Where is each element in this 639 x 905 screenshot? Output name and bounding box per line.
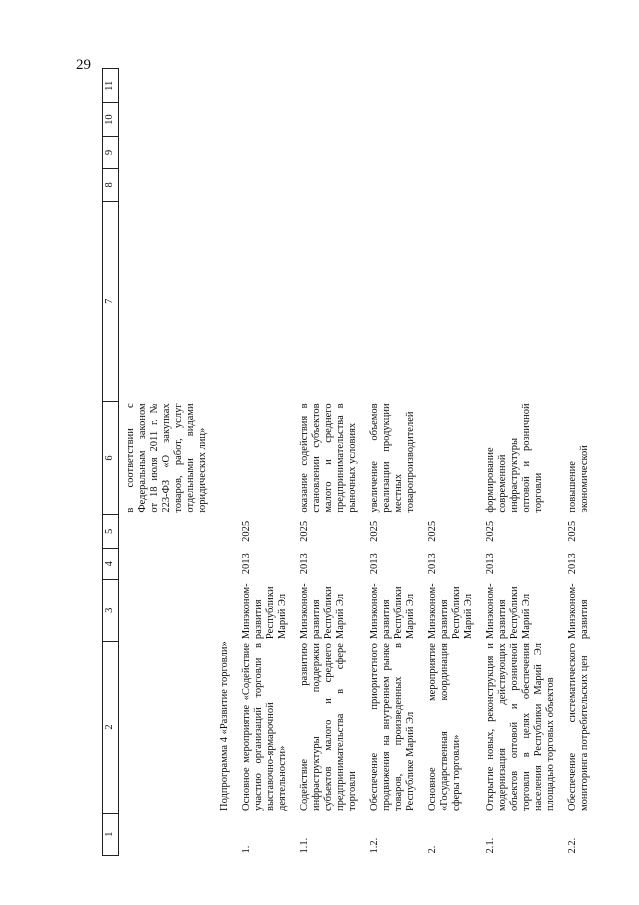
start-year: 2013 <box>567 553 578 575</box>
measure-name: Обеспечение приоритетного продвижения на внутреннем рынке товаров, произведенных в Республике Марий Эл <box>369 643 416 812</box>
start-year: 2013 <box>427 553 438 575</box>
end-year: 2025 <box>369 520 380 542</box>
col-header-3: 3 <box>103 579 119 641</box>
result-cell: увеличение объемов реализации продукции местных товаропроизводителей <box>369 403 416 513</box>
table-row <box>561 69 595 856</box>
table-row <box>421 69 479 856</box>
rotated-table-wrapper <box>102 68 590 856</box>
row-number: 1.1. <box>299 837 310 854</box>
col-header-9: 9 <box>103 136 119 168</box>
executor: Минэконом-развития Республики Марий Эл <box>369 583 416 640</box>
table-row <box>293 69 363 856</box>
row-number: 2. <box>427 845 438 854</box>
row-number: 1.2. <box>369 837 380 854</box>
measure-name: Содействие развитию инфраструктуры поддержки субъектов малого и среднего предпринимательства в сфере торговли <box>299 643 358 812</box>
result-cell: в соответствии с Федеральным законом от 18 июля 2011 г. № 223-ФЗ «О закупках товаров, работ, услуг отдельными видами юридических лиц» <box>125 403 208 513</box>
table-row <box>235 69 293 856</box>
result-cell <box>421 401 479 514</box>
table-row <box>479 69 561 856</box>
end-year: 2025 <box>567 520 578 542</box>
page-number: 29 <box>76 57 91 73</box>
program-table <box>102 68 595 856</box>
col-header-6: 6 <box>103 401 119 514</box>
executor: Минэконом-развития <box>567 583 590 640</box>
measure-name: Основное мероприятие «Содействие участию организаций торговли в выставочно-ярмарочной деятельности» <box>241 643 288 812</box>
executor: Минэконом-развития Республики Марий Эл <box>241 583 288 640</box>
subprogram-row <box>213 69 235 856</box>
start-year: 2013 <box>369 553 380 575</box>
start-year: 2013 <box>485 553 496 575</box>
row-number: 2.2. <box>567 837 578 854</box>
subprogram-title: Подпрограмма 4 «Развитие торговли» <box>219 641 230 812</box>
start-year: 2013 <box>299 553 310 575</box>
row-number: 1. <box>241 845 252 854</box>
result-cell: оказание содействия в становлении субъектов малого и среднего предпринимательства в рыночных условиях <box>299 403 358 513</box>
header-row <box>103 69 119 856</box>
executor: Минэконом-развития Республики Марий Эл <box>427 583 474 640</box>
result-cell: формирование современной инфраструктуры оптовой и розничной торговли <box>485 403 544 513</box>
measure-name: Открытие новых, реконструкция и модернизация действующих объектов оптовой и розничной торговли в целях обеспечения населения Республики Марий Эл площадью торговых объектов <box>485 643 556 812</box>
col-header-5: 5 <box>103 515 119 548</box>
col-header-7: 7 <box>103 201 119 401</box>
col-header-8: 8 <box>103 169 119 201</box>
table-row <box>119 69 214 856</box>
end-year: 2025 <box>299 520 310 542</box>
executor: Минэконом-развития Республики Марий Эл <box>485 583 532 640</box>
result-cell <box>235 401 293 514</box>
col-header-11: 11 <box>103 69 119 103</box>
end-year: 2025 <box>241 520 252 542</box>
result-cell: повышение экономической <box>567 445 590 513</box>
start-year: 2013 <box>241 553 252 575</box>
col-header-1: 1 <box>103 813 119 855</box>
col-header-4: 4 <box>103 548 119 579</box>
end-year: 2025 <box>427 520 438 542</box>
row-number: 2.1. <box>485 837 496 854</box>
measure-name: Основное мероприятие «Государственная координация сферы торговли» <box>427 643 462 812</box>
col-header-2: 2 <box>103 641 119 813</box>
col-header-10: 10 <box>103 103 119 136</box>
executor: Минэконом-развития Республики Марий Эл <box>299 583 346 640</box>
end-year: 2025 <box>485 520 496 542</box>
measure-name: Обеспечение систематического мониторинга потребительских цен <box>567 643 590 812</box>
table-row <box>363 69 421 856</box>
